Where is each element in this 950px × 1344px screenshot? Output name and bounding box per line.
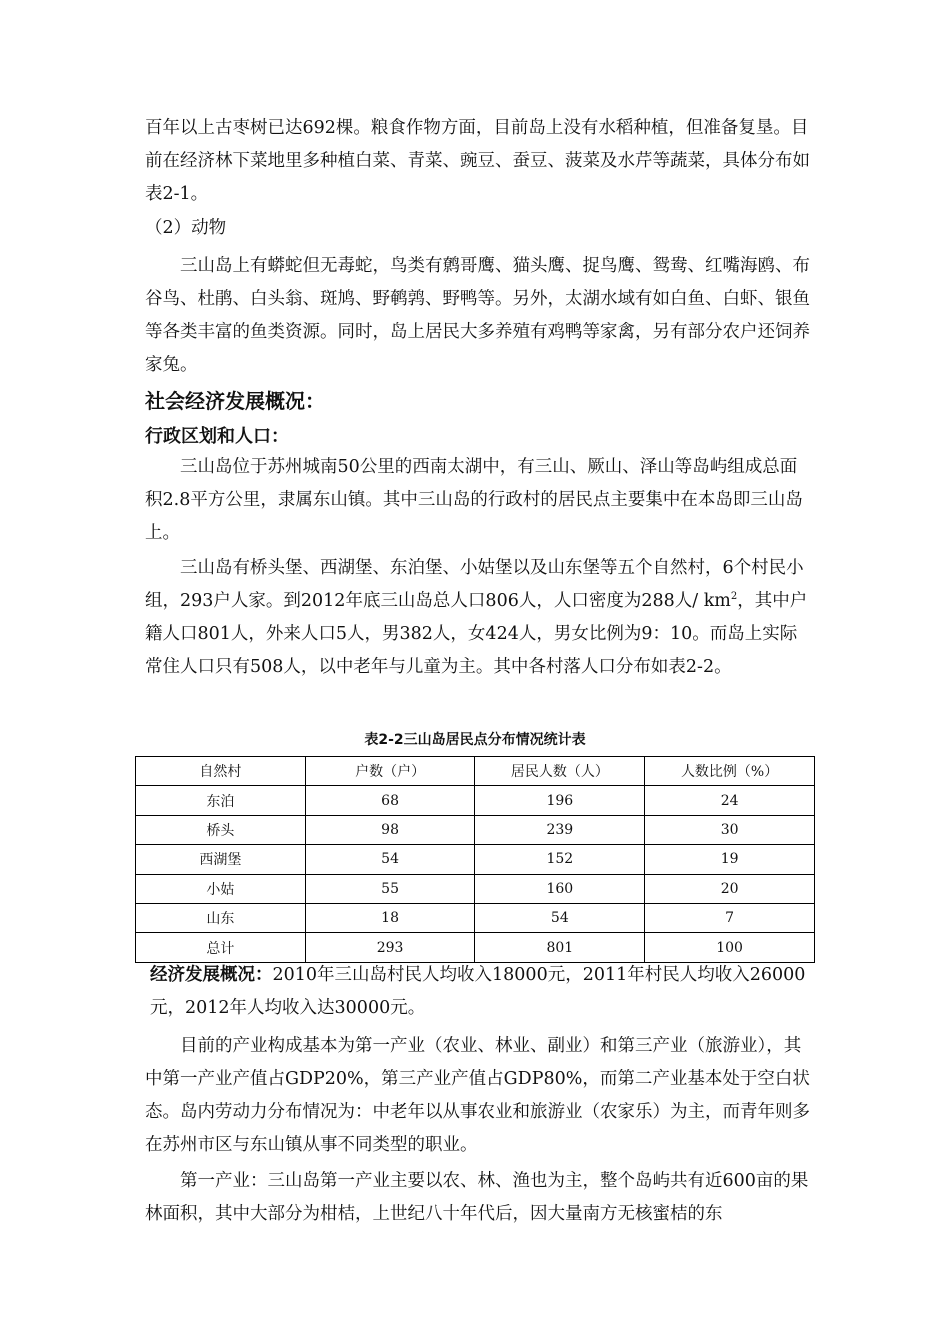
economy-label: 经济发展概况： — [150, 965, 273, 985]
table-cell: 98 — [305, 815, 475, 844]
table-total-row — [136, 933, 815, 962]
paragraph-location: 三山岛位于苏州城南50公里的西南太湖中，有三山、厥山、泽山等岛屿组成总面积2.8平方公里，隶属东山镇。其中三山岛的行政村的居民点主要集中在本岛即三山岛上。 — [145, 457, 803, 543]
table-cell: 54 — [475, 903, 645, 932]
admin-population-heading: 行政区划和人口： — [145, 426, 289, 447]
superscript-2: 2 — [730, 591, 738, 603]
table-cell: 东泊 — [136, 786, 306, 815]
table-cell: 54 — [305, 845, 475, 874]
table-cell: 西湖堡 — [136, 845, 306, 874]
table-header-row — [136, 757, 815, 786]
table-cell: 山东 — [136, 903, 306, 932]
population-text-b: ，其中户籍人口801人，外来人口5人，男382人，女424人，男女比例为9：10。而岛上实际常住人口只有508人，以中老年与儿童为主。其中各村落人口分布如表2-2。 — [145, 591, 808, 677]
table-row — [136, 903, 815, 932]
table-cell: 68 — [305, 786, 475, 815]
table-cell: 152 — [475, 845, 645, 874]
table-header-cell: 户数（户） — [305, 757, 475, 786]
table-header-cell: 自然村 — [136, 757, 306, 786]
table-cell: 55 — [305, 874, 475, 903]
table-cell: 桥头 — [136, 815, 306, 844]
table-row — [136, 786, 815, 815]
paragraph-animals: 三山岛上有蟒蛇但无毒蛇，鸟类有鹩哥鹰、猫头鹰、捉鸟鹰、鸳鸯、红嘴海鸥、布谷鸟、杜鹃、白头翁、斑鸠、野鹌鹑、野鸭等。另外，太湖水域有如白鱼、白虾、银鱼等各类丰富的鱼类资源。同时，岛上居民大多养殖有鸡鸭等家禽，另有部分农户还饲养家兔。 — [145, 256, 810, 375]
paragraph-industry-structure: 目前的产业构成基本为第一产业（农业、林业、副业）和第三产业（旅游业），其中第一产业产值占GDP20%，第三产业产值占GDP80%，而第二产业基本处于空白状态。岛内劳动力分布情况为：中老年以从事农业和旅游业（农家乐）为主，而青年则多在苏州市区与东山镇从事不同类型的职业。 — [145, 1036, 810, 1155]
table-cell: 293 — [305, 933, 475, 962]
paragraph-population — [145, 552, 810, 684]
paragraph-trees-vegetables: 百年以上古枣树已达692棵。粮食作物方面，目前岛上没有水稻种植，但准备复垦。目前在经济林下菜地里多种植白菜、青菜、豌豆、蚕豆、菠菜及水芹等蔬菜，具体分布如表2-1。 — [145, 118, 810, 204]
table-cell: 239 — [475, 815, 645, 844]
paragraph-economy — [150, 959, 810, 1025]
table-cell: 196 — [475, 786, 645, 815]
table-cell: 19 — [645, 845, 815, 874]
table-cell: 7 — [645, 903, 815, 932]
table-row — [136, 815, 815, 844]
table-header-cell: 居民人数（人） — [475, 757, 645, 786]
table-cell: 100 — [645, 933, 815, 962]
table-caption: 表2-2三山岛居民点分布情况统计表 — [364, 732, 586, 748]
table-cell: 小姑 — [136, 874, 306, 903]
socio-economic-heading: 社会经济发展概况： — [145, 389, 325, 413]
table-header-cell: 人数比例（%） — [645, 757, 815, 786]
table-row — [136, 874, 815, 903]
table-row — [136, 845, 815, 874]
paragraph-primary-industry: 第一产业：三山岛第一产业主要以农、林、渔也为主，整个岛屿共有近600亩的果林面积，其中大部分为柑桔，上世纪八十年代后，因大量南方无核蜜桔的东 — [145, 1171, 809, 1224]
table-cell: 160 — [475, 874, 645, 903]
animals-heading: （2）动物 — [145, 218, 227, 238]
table-cell: 20 — [645, 874, 815, 903]
table-cell: 30 — [645, 815, 815, 844]
table-cell: 18 — [305, 903, 475, 932]
population-text-a: 三山岛有桥头堡、西湖堡、东泊堡、小姑堡以及山东堡等五个自然村，6个村民小组，293户人家。到2012年底三山岛总人口806人，人口密度为288人/ km — [145, 558, 804, 611]
table-cell: 801 — [475, 933, 645, 962]
economy-text: 2010年三山岛村民人均收入18000元，2011年村民人均收入26000元，2012年人均收入达30000元。 — [150, 965, 806, 1018]
table-cell: 总计 — [136, 933, 306, 962]
table-cell: 24 — [645, 786, 815, 815]
settlement-table — [135, 756, 815, 963]
